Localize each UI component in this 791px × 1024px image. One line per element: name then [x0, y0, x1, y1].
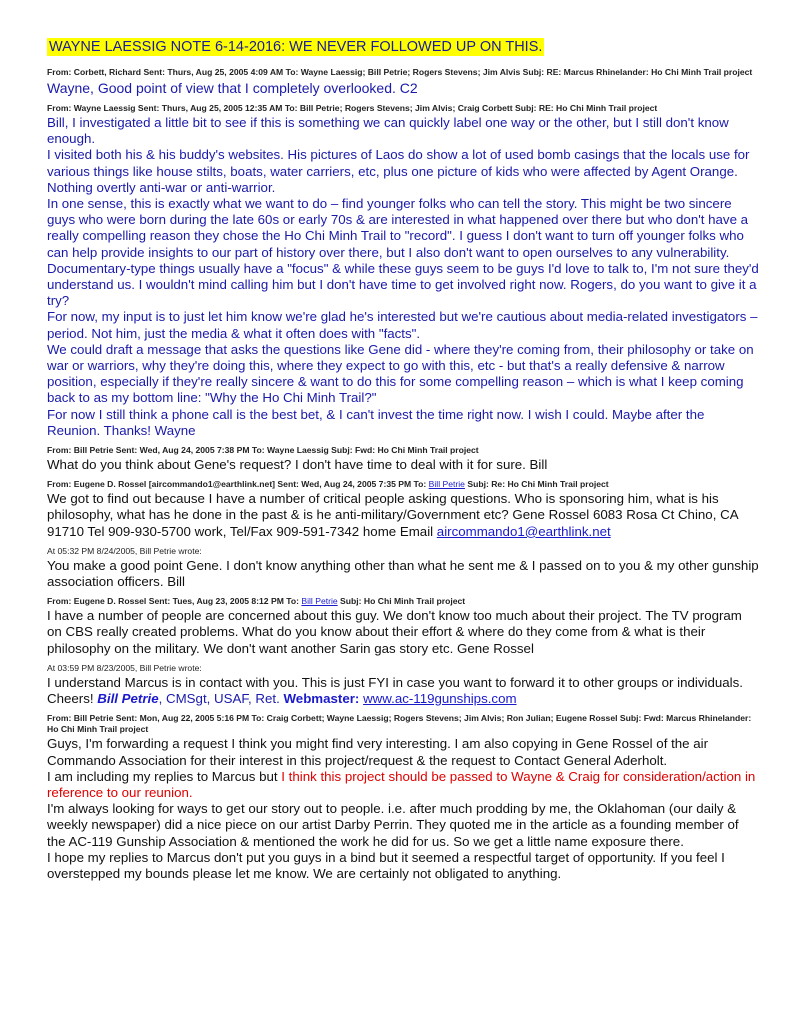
document-page: [47, 38, 759, 882]
email-paragraph: We could draft a message that asks the questions like Gene did - where they're coming from, their philosophy or take on war or warriors, why they're doing this, where they expect to go with this, etc - but that's a really defensive & narrow position, especially if they're really sincere & want to do this for some compelling reason – which is what I keep coming back to as my bottom line: "Why the Ho Chi Minh Trail?": [47, 341, 754, 406]
email-petrie-marcus: [47, 713, 759, 882]
email-petrie-fyi: [47, 663, 759, 707]
email-petrie-quote: [47, 546, 759, 590]
email-address-link[interactable]: aircommando1@earthlink.net: [436, 523, 611, 539]
recipient-link[interactable]: Bill Petrie: [301, 596, 338, 607]
website-link[interactable]: www.ac-119gunships.com: [363, 691, 517, 707]
email-corbett: [47, 67, 759, 97]
email-header: At 03:59 PM 8/23/2005, Bill Petrie wrote:: [47, 662, 202, 673]
header-text: Subj: Ho Chi Minh Trail project: [337, 596, 466, 607]
email-paragraph: In one sense, this is exactly what we want to do – find younger folks who can tell the story. This might be two sincere guys who were born during the late 60s or early 70s & are interested in what happened over there but who don't have a really compelling reason they chose the Ho Chi Minh Trail to "record". I guess I don't want to turn off younger folks who can help provide insights to our part of history over there, but I also don't want to open ourselves to any vulnerability.: [47, 196, 749, 260]
email-body-text: We got to find out because I have a number of critical people asking questions. Who is sponsoring him, what is his philosophy, what has he done in the past & is he anti-military/Government etc? Gene Rossel 6083 Rosa Ct Chino, CA 91710 Tel 909-930-5700 work, Tel/Fax 909-591-7342 home Email: [47, 491, 738, 539]
highlighted-red-text: I think this project should be passed to Wayne & Craig for consideration/action in reference to our reunion.: [47, 768, 756, 800]
signature-rank: , CMSgt, USAF, Ret.: [158, 691, 284, 707]
email-text: I am including my replies to Marcus but: [47, 768, 282, 784]
email-header: [47, 479, 759, 490]
email-header: From: Bill Petrie Sent: Mon, Aug 22, 2005 5:16 PM To: Craig Corbett; Wayne Laessig; Rogers Stevens; Jim Alvis; Ron Julian; Eugene Rossel Subj: Fwd: Marcus Rhinelander: Ho Chi Minh Trail project: [47, 713, 752, 735]
signature-name: Bill Petrie: [97, 691, 159, 707]
header-text: From: Eugene D. Rossel [aircommando1@earthlink.net] Sent: Wed, Aug 24, 2005 7:35 PM To:: [47, 479, 429, 490]
email-header: [47, 596, 759, 607]
signature-webmaster: Webmaster:: [283, 691, 360, 707]
recipient-link[interactable]: Bill Petrie: [428, 479, 465, 490]
email-header: At 05:32 PM 8/24/2005, Bill Petrie wrote:: [47, 545, 202, 556]
email-paragraph: I visited both his & his buddy's websites. His pictures of Laos do show a lot of used bomb casings that the locals use for various things like house stilts, boats, water carriers, etc, plus one picture of kids who were affected by Agent Orange. Nothing overtly anti-war or anti-warrior.: [47, 147, 750, 195]
email-rossel-reply: [47, 479, 759, 540]
email-paragraph: Documentary-type things usually have a "focus" & while these guys seem to be guys I'd love to talk to, I'm not sure they'd understand us. I wouldn't mind calling him but I don't have time to get involved right now. Rogers, do you want to give it a try?: [47, 260, 759, 309]
header-text: Subj: Re: Ho Chi Minh Trail project: [464, 479, 609, 490]
email-laessig: [47, 103, 759, 439]
email-body: I have a number of people are concerned about this guy. We don't know too much about their project. The TV program on CBS really created problems. What do you know about their effort & where do they come from & what is their philosophy on the military. We don't want another Sarin gas story etc. Gene Rossel: [47, 608, 742, 656]
email-paragraph: For now, my input is to just let him know we're glad he's interested but we're cautious about media-related investigators – period. Not him, just the media & what it often does with "facts".: [47, 309, 758, 341]
email-body: What do you think about Gene's request? I don't have time to deal with it for sure. Bill: [47, 457, 548, 473]
page-title: WAYNE LAESSIG NOTE 6-14-2016: WE NEVER FOLLOWED UP ON THIS.: [49, 39, 543, 55]
header-text: From: Eugene D. Rossel Sent: Tues, Aug 23, 2005 8:12 PM To:: [47, 596, 302, 607]
email-body: [47, 491, 759, 540]
email-body: You make a good point Gene. I don't know anything other than what he sent me & I passed on to you & my other gunship association officers. Bill: [47, 557, 759, 590]
email-paragraph: I'm always looking for ways to get our story out to people. i.e. after much prodding by me, the Oklahoman (our daily & weekly newspaper) did a nice piece on our artist Darby Perrin. They quoted me in the article as a founding member of the AC-119 Gunship Association & mentioned the work he did for us. So we get a little name exposure there.: [47, 801, 739, 849]
email-body: Wayne, Good point of view that I completely overlooked. C2: [47, 80, 418, 96]
email-paragraph: Bill, I investigated a little bit to see if this is something we can quickly label one way or the other, but I still don't know enough.: [47, 115, 729, 147]
email-body-text: I understand Marcus is in contact with you. This is just FYI in case you want to forward it to other groups or individuals. Cheers!: [47, 674, 743, 707]
email-paragraph: I hope my replies to Marcus don't put you guys in a bind but it seemed a respectful target of opportunity. If you feel I overstepped my bounds please let me know. We are certainly not obligated to anything.: [47, 849, 725, 881]
email-paragraph: Guys, I'm forwarding a request I think you might find very interesting. I am also copying in Gene Rossel of the air Commando Association for their interest in this project/request & the request to Contact General Aderholt.: [47, 736, 709, 768]
email-paragraph: [47, 769, 759, 801]
email-rossel-original: [47, 596, 759, 657]
email-header: From: Wayne Laessig Sent: Thurs, Aug 25, 2005 12:35 AM To: Bill Petrie; Rogers Stevens; Jim Alvis; Craig Corbett Subj: RE: Ho Chi Minh Trail project: [47, 103, 658, 113]
email-petrie-fwd: [47, 445, 759, 473]
email-paragraph: For now I still think a phone call is the best bet, & I can't invest the time right now. I wish I could. Maybe after the Reunion. Thanks! Wayne: [47, 406, 705, 438]
email-header: From: Corbett, Richard Sent: Thurs, Aug 25, 2005 4:09 AM To: Wayne Laessig; Bill Petrie; Rogers Stevens; Jim Alvis Subj: RE: Marcus Rhinelander: Ho Chi Minh Trail project: [47, 67, 753, 77]
email-body: [47, 675, 759, 707]
email-header: From: Bill Petrie Sent: Wed, Aug 24, 2005 7:38 PM To: Wayne Laessig Subj: Fwd: Ho Chi Minh Trail project: [47, 445, 479, 456]
